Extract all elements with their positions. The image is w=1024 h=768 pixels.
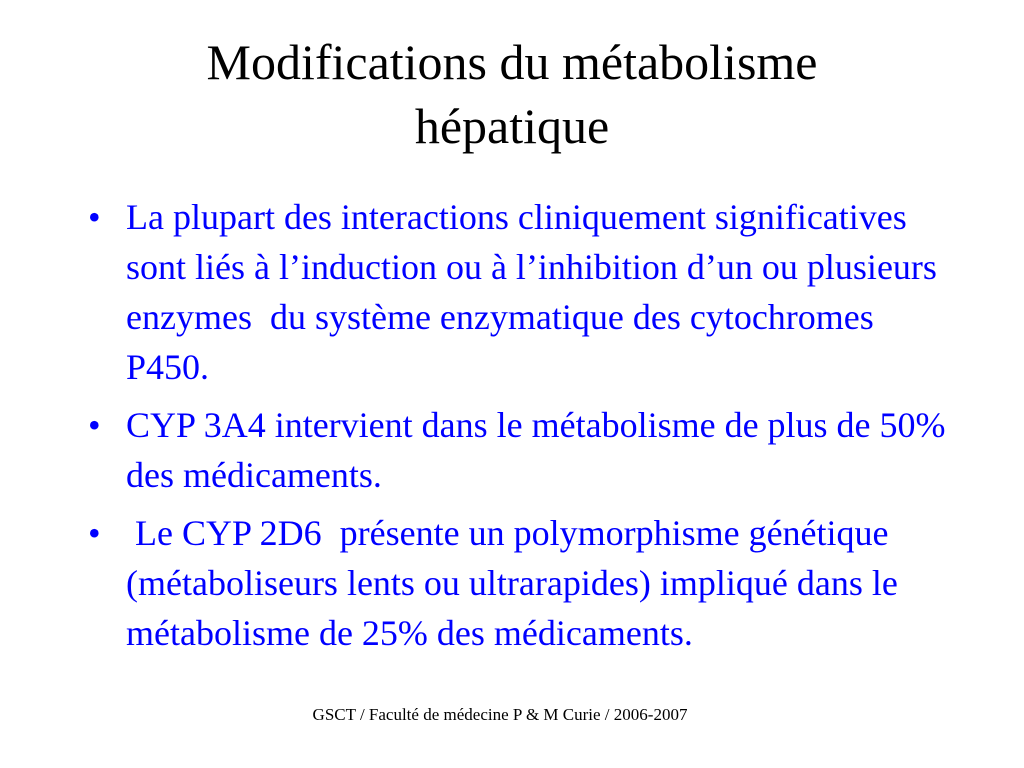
bullet-icon: • bbox=[88, 197, 101, 237]
slide-title bbox=[60, 30, 964, 158]
bullet-text: CYP 3A4 intervient dans le métabolisme de plus de 50% des médicaments. bbox=[126, 405, 955, 495]
bullet-item-2 bbox=[88, 400, 955, 500]
bullet-icon: • bbox=[88, 513, 101, 553]
bullet-text: Le CYP 2D6 présente un polymorphisme génétique (métaboliseurs lents ou ultrarapides) impliqué dans le métabolisme de 25% des médicaments. bbox=[126, 513, 907, 653]
bullet-text: La plupart des interactions cliniquement significatives sont liés à l’induction ou à l’inhibition d’un ou plusieurs enzymes du système enzymatique des cytochromes P450. bbox=[126, 197, 946, 387]
slide-footer: GSCT / Faculté de médecine P & M Curie / 2006-2007 bbox=[312, 705, 688, 724]
slide-title-line-2: hépatique bbox=[414, 98, 610, 154]
bullet-item-1 bbox=[88, 192, 948, 392]
bullet-icon: • bbox=[88, 405, 101, 445]
slide-title-line-1: Modifications du métabolisme bbox=[206, 34, 818, 90]
bullet-item-3 bbox=[88, 508, 948, 658]
bullet-list bbox=[88, 192, 955, 666]
